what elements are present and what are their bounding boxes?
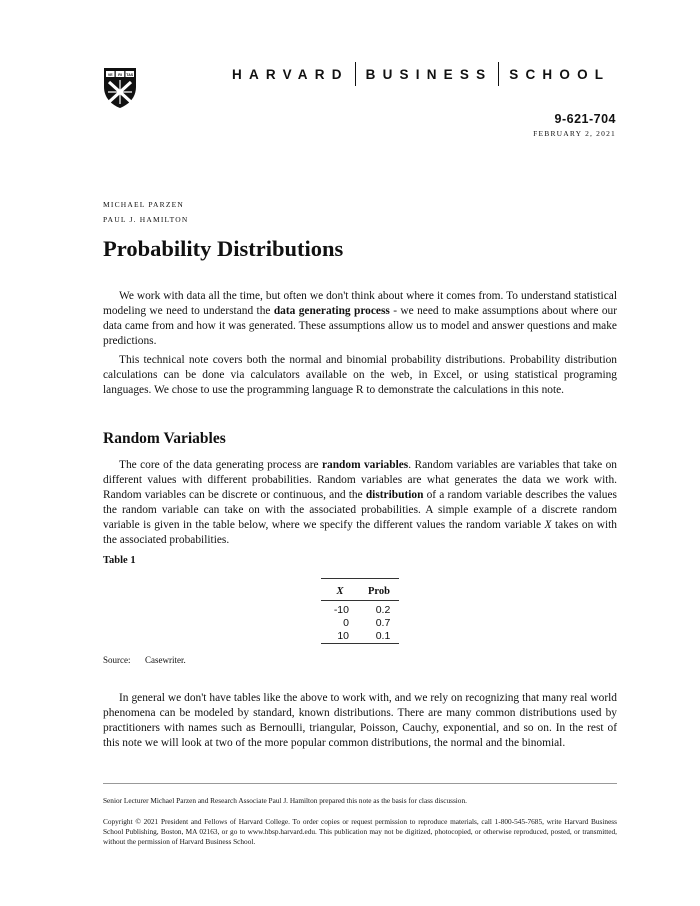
cell-prob: 0.2 xyxy=(375,604,391,616)
document-date: FEBRUARY 2, 2021 xyxy=(533,129,616,138)
table-row xyxy=(321,630,399,644)
document-number: 9-621-704 xyxy=(554,112,616,126)
table-header-row xyxy=(321,579,399,601)
section-paragraph-2: In general we don't have tables like the above to work with, and we rely on recognizing that many real world phenomena can be modeled by standard, known distributions. There are many common distributions used by practitioners with names such as Bernoulli, triangular, Poisson, Cauchy, exponential, and so on. In the rest of this note we will look at two of the more popular common distributions, the normal and the binomial. xyxy=(103,692,617,750)
source-label: Source: xyxy=(103,655,131,665)
cell-prob: 0.7 xyxy=(375,617,391,629)
author-2: PAUL J. HAMILTON xyxy=(103,215,189,224)
footer-copyright: Copyright © 2021 President and Fellows of Harvard College. To order copies or request permission to reproduce materials, call 1-800-545-7685, write Harvard Business School Publishing, Boston, MA 02163, or go to www.hbsp.harvard.edu. This publication may not be digitized, photocopied, or otherwise reproduced, posted, or transmitted, without the permission of Harvard Business School. xyxy=(103,817,617,847)
table-row xyxy=(321,604,399,617)
table-label: Table 1 xyxy=(103,555,136,566)
source-value: Casewriter. xyxy=(145,655,186,665)
cell-x: 10 xyxy=(321,630,359,644)
wordmark-business: BUSINESS xyxy=(365,66,493,82)
section-paragraph-1: The core of the data generating process are random variables. Random variables are variables that take on different values with different probabilities. Random variables are what generates the data we work with. Random variables can be discrete or continuous, and the distribution of a random variable describes the values the random variable can take on with the associated probabilities. A simple example of a discrete random variable is given in the table below, where we specify the different values the random variable X takes on with the associated probabilities. xyxy=(103,459,618,547)
wordmark-divider xyxy=(498,62,499,86)
term-random-variables: random variables xyxy=(321,459,409,471)
variable-x: X xyxy=(544,519,552,532)
author-1: MICHAEL PARZEN xyxy=(103,200,185,209)
cell-x: 0 xyxy=(343,617,349,629)
section-heading: Random Variables xyxy=(103,430,226,447)
wordmark-divider xyxy=(355,62,356,86)
shield-text-ri: RI xyxy=(118,73,122,77)
probability-table xyxy=(321,578,399,644)
term-data-generating-process: data generating process xyxy=(273,305,390,318)
footer-divider xyxy=(103,783,617,784)
hbs-wordmark xyxy=(232,62,610,86)
cell-prob: 0.1 xyxy=(359,630,399,644)
table-source xyxy=(103,655,186,665)
term-distribution: distribution xyxy=(365,489,424,502)
footer-note: Senior Lecturer Michael Parzen and Research Associate Paul J. Hamilton prepared this note as the basis for class discussion. xyxy=(103,796,467,805)
header-x: X xyxy=(321,579,359,601)
intro-paragraph-1: We work with data all the time, but often we don't think about where it comes from. To understand statistical modeling we need to understand the data generating process - we need to make assumptions about where our data came from and how it was generated. These assumptions allow us to model and answer questions and make predictions. xyxy=(103,290,618,348)
page-title: Probability Distributions xyxy=(103,236,344,261)
header-prob: Prob xyxy=(359,579,399,601)
cell-x: -10 xyxy=(333,604,349,616)
shield-text-tas: TAS xyxy=(126,73,134,77)
wordmark-harvard: HARVARD xyxy=(232,66,349,82)
intro-paragraph-2: This technical note covers both the normal and binomial probability distributions. Probability distribution calculations can be done via calculators available on the web, in Excel, or using statistical programing languages. We chose to use the programming language R to demonstrate the calculations in this note. xyxy=(103,354,617,397)
table-row xyxy=(321,617,399,630)
wordmark-school: SCHOOL xyxy=(509,66,611,82)
shield-text-ve: VE xyxy=(107,73,113,77)
hbs-shield-logo xyxy=(103,67,137,109)
